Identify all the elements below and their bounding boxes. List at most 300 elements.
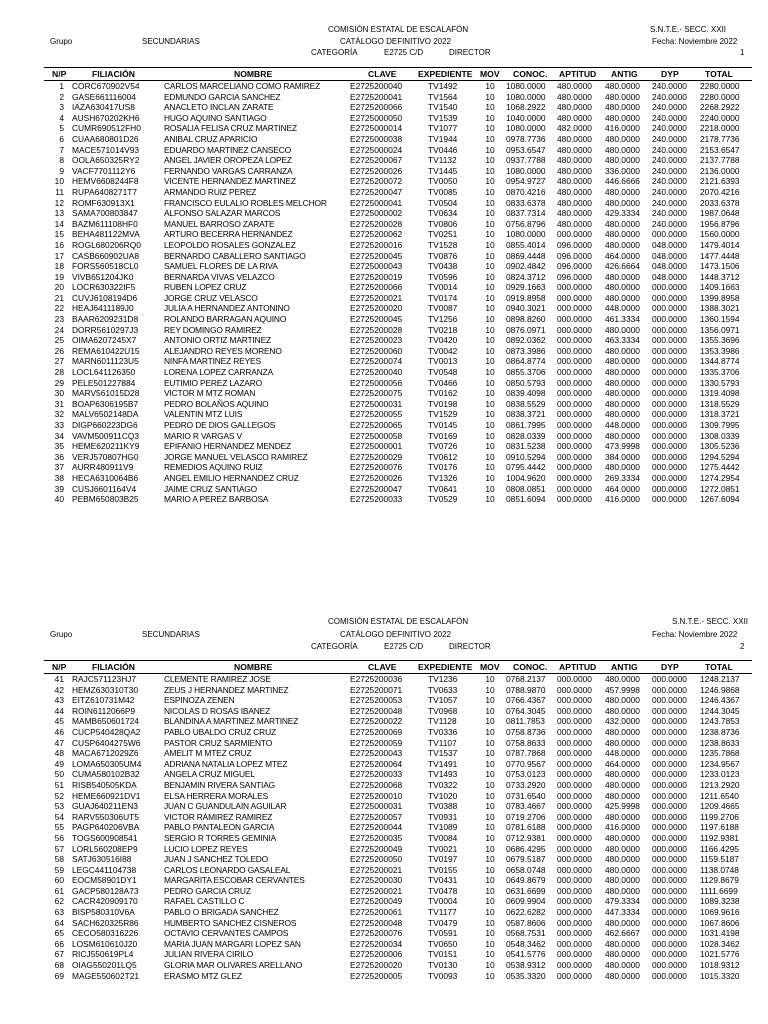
cell-aptitud: 000.0000 (557, 907, 592, 918)
page-number: 1 (740, 48, 745, 57)
cell-aptitud: 096.0000 (557, 239, 592, 250)
col-mov: MOV (480, 69, 500, 79)
table-row (44, 875, 752, 886)
cell-mov: 10 (485, 970, 495, 981)
cell-nombre: VICTOR RAMIREZ RAMIREZ (164, 811, 273, 822)
cell-np: 44 (54, 705, 64, 716)
cell-antig: 480.0000 (605, 726, 640, 737)
cell-conoc: 0833.6378 (506, 197, 546, 208)
cell-dyp: 240.0000 (652, 155, 687, 166)
cell-antig: 426.6664 (605, 261, 640, 272)
cell-nombre: ZEUS J HERNANDEZ MARTINEZ (164, 684, 289, 695)
cell-antig: 448.0000 (605, 748, 640, 759)
cell-np: 58 (54, 854, 64, 865)
table-row (44, 706, 752, 717)
cell-mov: 10 (485, 705, 495, 716)
table-row (44, 960, 752, 971)
cell-dyp: 000.0000 (652, 282, 687, 293)
cell-mov: 10 (485, 133, 495, 144)
cell-np: 31 (54, 398, 64, 409)
category-code: E2725 C/D (384, 642, 424, 651)
cell-total: 1335.3706 (700, 367, 740, 378)
cell-mov: 10 (485, 218, 495, 229)
cell-aptitud: 000.0000 (557, 335, 592, 346)
cell-filiacion: CUVJ6108194D6 (72, 292, 138, 303)
cell-expediente: TV0650 (428, 938, 458, 949)
cell-nombre: PABLO PANTALEON GARCIA (164, 822, 275, 833)
table-row (44, 303, 752, 314)
cell-total: 1248.2137 (700, 674, 740, 684)
cell-nombre: JULIAN RIVERA CIRILO (164, 949, 254, 960)
cell-clave: E2725200062 (350, 229, 403, 240)
cell-np: 62 (54, 896, 64, 907)
cell-conoc: 0787.7868 (506, 748, 546, 759)
cell-aptitud: 000.0000 (557, 441, 592, 452)
cell-dyp: 000.0000 (652, 335, 687, 346)
cell-antig: 480.0000 (605, 282, 640, 293)
cell-antig: 480.0000 (605, 970, 640, 981)
cell-nombre: FERNANDO VARGAS CARRANZA (164, 165, 293, 176)
table-row (44, 780, 752, 791)
cell-expediente: TV1493 (428, 769, 458, 780)
cell-mov: 10 (485, 928, 495, 939)
cell-mov: 10 (485, 409, 495, 420)
cell-conoc: 0781.6188 (506, 822, 546, 833)
cell-expediente: TV1537 (428, 748, 458, 759)
cell-clave: E2725000031 (350, 398, 403, 409)
cell-clave: E2725200020 (350, 960, 403, 971)
cell-np: 24 (54, 324, 64, 335)
cell-nombre: SAMUEL FLORES DE LA RIVA (164, 261, 278, 272)
cell-nombre: ROLANDO BARRAGAN AQUINO (164, 314, 287, 325)
cell-antig: 480.0000 (605, 917, 640, 928)
cell-antig: 480.0000 (605, 790, 640, 801)
cell-mov: 10 (485, 208, 495, 219)
cell-expediente: TV0968 (428, 705, 458, 716)
cell-mov: 10 (485, 483, 495, 494)
cell-dyp: 240.0000 (652, 133, 687, 144)
cell-conoc: 0535.3320 (506, 970, 546, 981)
cell-expediente: TV0151 (428, 949, 458, 960)
cell-nombre: PABLO O BRIGADA SANCHEZ (164, 907, 279, 918)
cell-mov: 10 (485, 779, 495, 790)
cell-antig: 480.0000 (605, 144, 640, 155)
cell-antig: 480.0000 (605, 377, 640, 388)
cell-np: 32 (54, 409, 64, 420)
cell-aptitud: 480.0000 (557, 165, 592, 176)
cell-dyp: 000.0000 (652, 292, 687, 303)
cell-clave: E2725200061 (350, 907, 403, 918)
cell-conoc: 0658.0748 (506, 864, 546, 875)
cell-total: 1234.9567 (700, 758, 740, 769)
cell-antig: 480.0000 (605, 388, 640, 399)
cell-np: 22 (54, 303, 64, 314)
table-row (44, 325, 752, 336)
cell-nombre: PASTOR CRUZ SARMIENTO (164, 737, 273, 748)
cell-filiacion: MAGE550602T21 (72, 970, 140, 981)
cell-np: 30 (54, 388, 64, 399)
cell-mov: 10 (485, 388, 495, 399)
cell-filiacion: BAAR6209231D8 (72, 314, 139, 325)
cell-expediente: TV0529 (428, 494, 458, 505)
cell-conoc: 0839.4098 (506, 388, 546, 399)
cell-dyp: 240.0000 (652, 208, 687, 219)
cell-clave: E2725000041 (350, 197, 403, 208)
cell-clave: E2725200006 (350, 949, 403, 960)
cell-filiacion: VAVM500911CQ3 (72, 430, 140, 441)
cell-dyp: 000.0000 (652, 409, 687, 420)
cell-mov: 10 (485, 875, 495, 886)
cell-mov: 10 (485, 123, 495, 134)
cell-expediente: TV0596 (428, 271, 458, 282)
cell-nombre: MARIO A PEREZ BARBOSA (164, 494, 269, 505)
union-section: S.N.T.E.- SECC. XXII (672, 617, 749, 626)
cell-antig: 480.0000 (605, 832, 640, 843)
table-row (44, 420, 752, 431)
cell-clave: E2725200044 (350, 822, 403, 833)
cell-filiacion: CACR420909170 (72, 896, 138, 907)
cell-total: 1246.4367 (700, 695, 740, 706)
cell-np: 65 (54, 928, 64, 939)
col-antig: ANTIG (611, 69, 638, 79)
cell-np: 49 (54, 758, 64, 769)
cell-aptitud: 000.0000 (557, 345, 592, 356)
cell-antig: 464.0000 (605, 758, 640, 769)
cell-aptitud: 000.0000 (557, 917, 592, 928)
cell-nombre: JORGE MANUEL VELASCO RAMIREZ (164, 451, 308, 462)
cell-antig: 462.6667 (605, 928, 640, 939)
cell-antig: 432.0000 (605, 716, 640, 727)
table-row (44, 409, 752, 420)
cell-aptitud: 000.0000 (557, 451, 592, 462)
cell-filiacion: VIVB651204JK0 (72, 271, 134, 282)
cell-conoc: 0631.6699 (506, 885, 546, 896)
cell-filiacion: HEMZ630310T30 (72, 684, 139, 695)
cell-dyp: 048.0000 (652, 271, 687, 282)
commission-title: COMISIÓN ESTATAL DE ESCALAFÓN (328, 25, 469, 34)
cell-total: 1479.4014 (700, 239, 740, 250)
cell-conoc: 0770.9567 (506, 758, 546, 769)
cell-expediente: TV0197 (428, 854, 458, 865)
cell-np: 59 (54, 864, 64, 875)
cell-total: 1069.9616 (700, 907, 740, 918)
table-row (44, 494, 752, 505)
cell-total: 1138.0748 (700, 864, 739, 875)
cell-nombre: ARMANDO RUIZ PEREZ (164, 186, 257, 197)
cell-mov: 10 (485, 472, 495, 483)
cell-dyp: 240.0000 (652, 123, 687, 134)
cell-aptitud: 000.0000 (557, 843, 592, 854)
cell-total: 1243.7853 (700, 716, 740, 727)
table-row (44, 198, 752, 209)
cell-filiacion: LOCR630322IF5 (72, 282, 136, 293)
cell-clave: E2725200047 (350, 483, 403, 494)
cell-filiacion: REMA610422U15 (72, 345, 140, 356)
cell-dyp: 000.0000 (652, 801, 687, 812)
cell-antig: 269.3334 (605, 472, 640, 483)
cell-mov: 10 (485, 864, 495, 875)
table-row (44, 272, 752, 283)
col-expediente: EXPEDIENTE (418, 662, 473, 672)
table-row (44, 685, 752, 696)
table-row (44, 81, 752, 92)
group-label: Grupo (50, 37, 73, 46)
cell-dyp: 000.0000 (652, 960, 687, 971)
cell-clave: E2725200021 (350, 885, 403, 896)
cell-clave: E2725200043 (350, 748, 403, 759)
cell-antig: 480.0000 (605, 885, 640, 896)
cell-nombre: BERNARDA VIVAS VELAZCO (164, 271, 275, 282)
table-row (44, 928, 752, 939)
cell-clave: E2725200050 (350, 854, 403, 865)
cell-clave: E2725200035 (350, 832, 403, 843)
cell-expediente: TV0004 (428, 896, 458, 907)
cell-filiacion: AURR480911V9 (72, 462, 134, 473)
cell-filiacion: MARV561015D28 (72, 388, 140, 399)
category-name: DIRECTOR (449, 642, 491, 651)
cell-nombre: NINFA MARTINEZ REYES (164, 356, 261, 367)
cell-nombre: EDUARDO MARTINEZ CANSECO (164, 144, 292, 155)
cell-conoc: 0870.4216 (506, 186, 546, 197)
cell-aptitud: 480.0000 (557, 186, 592, 197)
cell-nombre: ANGEL JAVIER OROPEZA LOPEZ (164, 155, 292, 166)
cell-nombre: MARIO R VARGAS V (164, 430, 242, 441)
cell-conoc: 0795.4442 (506, 462, 546, 473)
cell-nombre: JAIME CRUZ SANTIAGO (164, 483, 258, 494)
cell-dyp: 000.0000 (652, 737, 687, 748)
cell-mov: 10 (485, 335, 495, 346)
cell-np: 51 (54, 779, 64, 790)
cell-dyp: 240.0000 (652, 186, 687, 197)
cell-dyp: 000.0000 (652, 377, 687, 388)
group-value: SECUNDARIAS (142, 630, 200, 639)
cell-total: 1238.8633 (700, 737, 740, 748)
cell-clave: E2725000058 (350, 430, 403, 441)
cell-total: 2033.6378 (700, 197, 740, 208)
cell-expediente: TV0322 (428, 779, 458, 790)
cell-antig: 480.0000 (605, 462, 640, 473)
cell-expediente: TV0176 (428, 462, 458, 473)
cell-mov: 10 (485, 165, 495, 176)
cell-total: 1197.6188 (700, 822, 739, 833)
cell-aptitud: 000.0000 (557, 748, 592, 759)
cell-conoc: 0649.8679 (506, 875, 546, 886)
cell-antig: 480.0000 (605, 843, 640, 854)
cell-mov: 10 (485, 801, 495, 812)
cell-expediente: TV1491 (428, 758, 458, 769)
table-row (44, 356, 752, 367)
cell-mov: 10 (485, 938, 495, 949)
cell-expediente: TV0633 (428, 684, 458, 695)
cell-clave: E2725200072 (350, 176, 403, 187)
column-header-row (44, 660, 752, 674)
cell-total: 1015.3320 (700, 970, 740, 981)
cell-mov: 10 (485, 726, 495, 737)
cell-total: 1267.6094 (700, 494, 740, 505)
cell-antig: 447.3334 (605, 907, 640, 918)
cell-nombre: PEDRO GARCIA CRUZ (164, 885, 251, 896)
cell-np: 11 (55, 186, 64, 197)
cell-dyp: 000.0000 (652, 864, 687, 875)
cell-conoc: 0609.9904 (506, 896, 546, 907)
cell-dyp: 000.0000 (652, 885, 687, 896)
cell-clave: E2725200036 (350, 674, 403, 684)
cell-total: 2280.0000 (700, 81, 740, 91)
table-row (44, 769, 752, 780)
cell-dyp: 000.0000 (652, 695, 687, 706)
cell-antig: 480.0000 (605, 398, 640, 409)
cell-expediente: TV0548 (428, 367, 458, 378)
cell-aptitud: 000.0000 (557, 324, 592, 335)
cell-conoc: 0541.5776 (506, 949, 546, 960)
cell-conoc: 0910.5294 (506, 451, 546, 462)
cell-clave: E2725200057 (350, 811, 403, 822)
cell-total: 1987.0648 (700, 208, 740, 219)
table-row (44, 399, 752, 410)
cell-aptitud: 000.0000 (557, 970, 592, 981)
cell-dyp: 000.0000 (652, 769, 687, 780)
cell-aptitud: 000.0000 (557, 409, 592, 420)
cell-mov: 10 (485, 684, 495, 695)
cell-antig: 480.0000 (605, 854, 640, 865)
cell-antig: 446.6666 (605, 176, 640, 187)
cell-antig: 480.0000 (605, 91, 640, 102)
cell-total: 1356.0971 (700, 324, 740, 335)
cell-expediente: TV1089 (428, 822, 458, 833)
cell-total: 1330.5793 (700, 377, 740, 388)
cell-np: 15 (54, 229, 64, 240)
cell-mov: 10 (485, 960, 495, 971)
cell-dyp: 000.0000 (652, 451, 687, 462)
col-filiacion: FILIACIÓN (92, 662, 135, 672)
cell-aptitud: 096.0000 (557, 261, 592, 272)
cell-np: 21 (54, 292, 64, 303)
cell-clave: E2725200010 (350, 790, 403, 801)
cell-mov: 10 (485, 345, 495, 356)
cell-np: 19 (54, 271, 64, 282)
cell-filiacion: RAJC571123HJ7 (72, 674, 137, 684)
cell-filiacion: RARV550306UT5 (72, 811, 139, 822)
cell-nombre: FRANCISCO EULALIO ROBLES MELCHOR (164, 197, 327, 208)
cell-clave: E2725000002 (350, 208, 403, 219)
table-row (44, 462, 752, 473)
cell-filiacion: EITZ610731M42 (72, 695, 135, 706)
cell-clave: E2725200021 (350, 864, 403, 875)
cell-filiacion: DIGP660223DG6 (72, 420, 138, 430)
cell-dyp: 000.0000 (652, 726, 687, 737)
cell-dyp: 000.0000 (652, 779, 687, 790)
cell-filiacion: LOSM610610J20 (72, 938, 138, 949)
table-row (44, 865, 752, 876)
cell-conoc: 0831.5238 (506, 441, 546, 452)
cell-filiacion: CUSJ6601164V4 (72, 483, 137, 494)
cell-dyp: 240.0000 (652, 176, 687, 187)
cell-nombre: JUAN C GUANDULAIN AGUILAR (164, 801, 287, 812)
cell-expediente: TV0438 (428, 261, 458, 272)
cell-antig: 480.0000 (605, 430, 640, 441)
cell-np: 42 (54, 684, 64, 695)
cell-conoc: 0766.4367 (506, 695, 546, 706)
cell-aptitud: 480.0000 (557, 208, 592, 219)
table-row (44, 801, 752, 812)
col-aptitud: APTITUD (559, 69, 597, 79)
table-row (44, 208, 752, 219)
cell-aptitud: 000.0000 (557, 292, 592, 303)
page-number: 2 (740, 642, 745, 651)
table-row (44, 261, 752, 272)
table-row (44, 833, 752, 844)
cell-dyp: 000.0000 (652, 811, 687, 822)
cell-clave: E2725200016 (350, 239, 403, 250)
cell-aptitud: 000.0000 (557, 758, 592, 769)
cell-conoc: 0861.7995 (506, 420, 546, 430)
cell-total: 1319.4098 (700, 388, 740, 399)
cell-np: 26 (54, 345, 64, 356)
cell-expediente: TV1529 (428, 409, 458, 420)
cell-total: 1388.3021 (700, 303, 740, 314)
cell-filiacion: CUMA580102B32 (72, 769, 140, 780)
cell-np: 5 (59, 123, 64, 134)
cell-total: 1560.0000 (700, 229, 740, 240)
cell-mov: 10 (485, 324, 495, 335)
cell-total: 1318.3721 (700, 409, 740, 420)
table-row (44, 388, 752, 399)
cell-total: 1233.0123 (700, 769, 740, 780)
cell-aptitud: 000.0000 (557, 790, 592, 801)
table-row (44, 431, 752, 442)
cell-antig: 480.0000 (605, 960, 640, 971)
cell-conoc: 0978.7736 (506, 133, 546, 144)
cell-conoc: 0719.2706 (506, 811, 546, 822)
cell-aptitud: 480.0000 (557, 81, 592, 91)
cell-expediente: TV1236 (428, 674, 458, 684)
cell-filiacion: GASE661116004 (72, 91, 136, 102)
cell-dyp: 000.0000 (652, 314, 687, 325)
cell-mov: 10 (485, 292, 495, 303)
cell-aptitud: 480.0000 (557, 176, 592, 187)
cell-total: 2121.6393 (700, 176, 740, 187)
table-row (44, 674, 752, 685)
cell-dyp: 000.0000 (652, 907, 687, 918)
table-row (44, 293, 752, 304)
cell-nombre: EDMUNDO GARCIA SANCHEZ (164, 91, 281, 102)
cell-antig: 473.9998 (605, 441, 640, 452)
cell-dyp: 048.0000 (652, 250, 687, 261)
cell-total: 1360.1594 (700, 314, 740, 325)
cell-np: 33 (54, 420, 64, 430)
cell-antig: 416.0000 (605, 494, 640, 505)
cell-aptitud: 096.0000 (557, 271, 592, 282)
cell-nombre: MARIA JUAN MARGARI LOPEZ SAN (164, 938, 301, 949)
cell-clave: E2725200047 (350, 186, 403, 197)
cell-dyp: 240.0000 (652, 144, 687, 155)
cell-total: 1246.9868 (700, 684, 740, 695)
cell-total: 1318.5529 (700, 398, 740, 409)
cell-np: 55 (54, 822, 64, 833)
cell-dyp: 048.0000 (652, 239, 687, 250)
cell-filiacion: SACH620325R86 (72, 917, 139, 928)
cell-antig: 480.0000 (605, 949, 640, 960)
cell-expediente: TV0042 (428, 345, 458, 356)
cell-conoc: 0587.8606 (506, 917, 546, 928)
cell-aptitud: 000.0000 (557, 472, 592, 483)
table-row (44, 240, 752, 251)
table-row (44, 166, 752, 177)
cell-aptitud: 000.0000 (557, 885, 592, 896)
cell-np: 53 (54, 801, 64, 812)
table-row (44, 886, 752, 897)
cell-antig: 429.3334 (605, 208, 640, 219)
